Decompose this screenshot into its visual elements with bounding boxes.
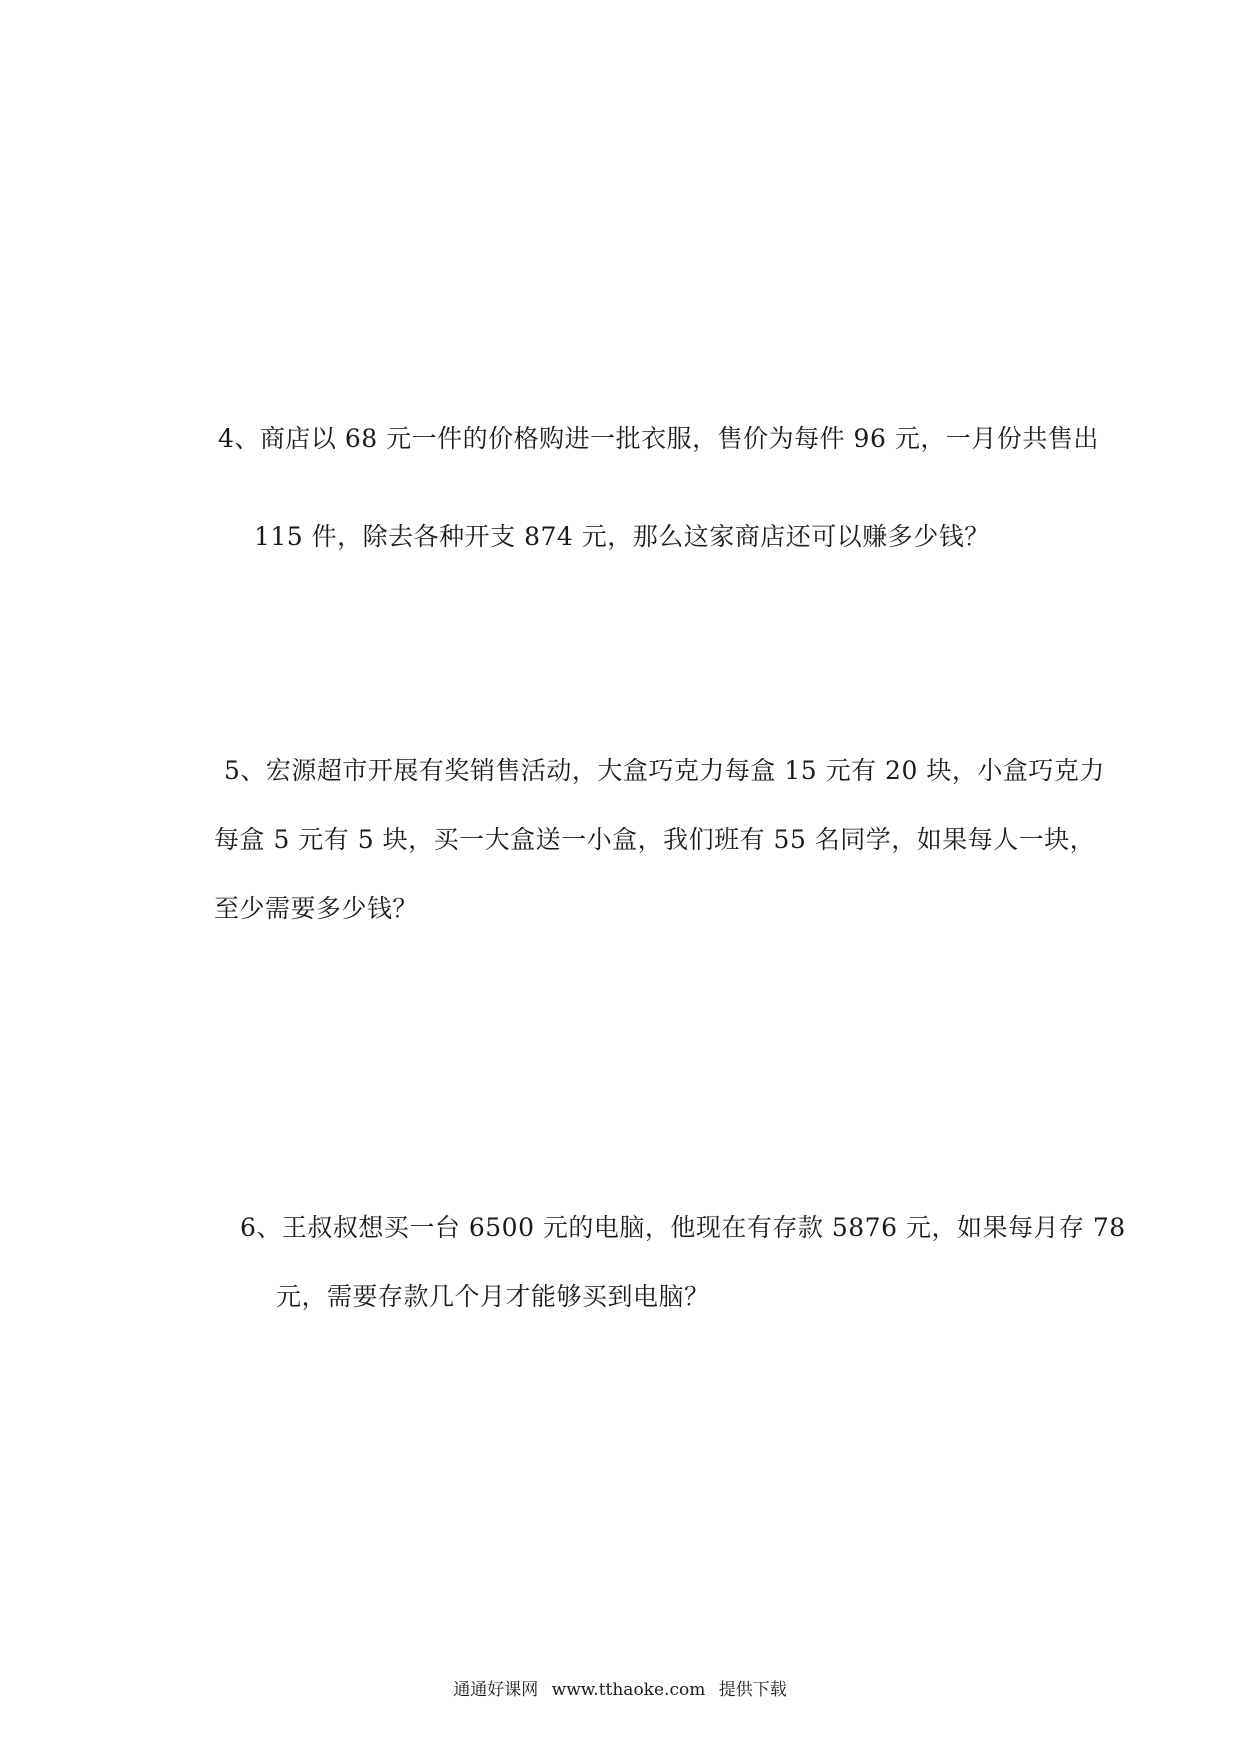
question-5-line-1: 5、宏源超市开展有奖销售活动，大盒巧克力每盒 15 元有 20 块，小盒巧克力 [224, 756, 1105, 785]
footer-suffix: 提供下载 [718, 1680, 787, 1700]
question-4-line-2: 115 件，除去各种开支 874 元，那么这家商店还可以赚多少钱？ [254, 522, 990, 551]
question-4-line-1: 4、商店以 68 元一件的价格购进一批衣服，售价为每件 96 元，一月份共售出 [218, 424, 1099, 453]
footer-site-name: 通通好课网 [453, 1680, 539, 1700]
question-6-line-2: 元，需要存款几个月才能够买到电脑？ [276, 1282, 710, 1311]
question-5-line-2: 每盒 5 元有 5 块，买一大盒送一小盒，我们班有 55 名同学，如果每人一块， [214, 825, 1096, 854]
question-6-line-1: 6、王叔叔想买一台 6500 元的电脑，他现在有存款 5876 元，如果每月存 78 [240, 1213, 1126, 1242]
page-footer [0, 1678, 1240, 1702]
question-5-line-3: 至少需要多少钱？ [214, 894, 419, 923]
footer-url[interactable]: www.tthaoke.com [551, 1680, 706, 1700]
